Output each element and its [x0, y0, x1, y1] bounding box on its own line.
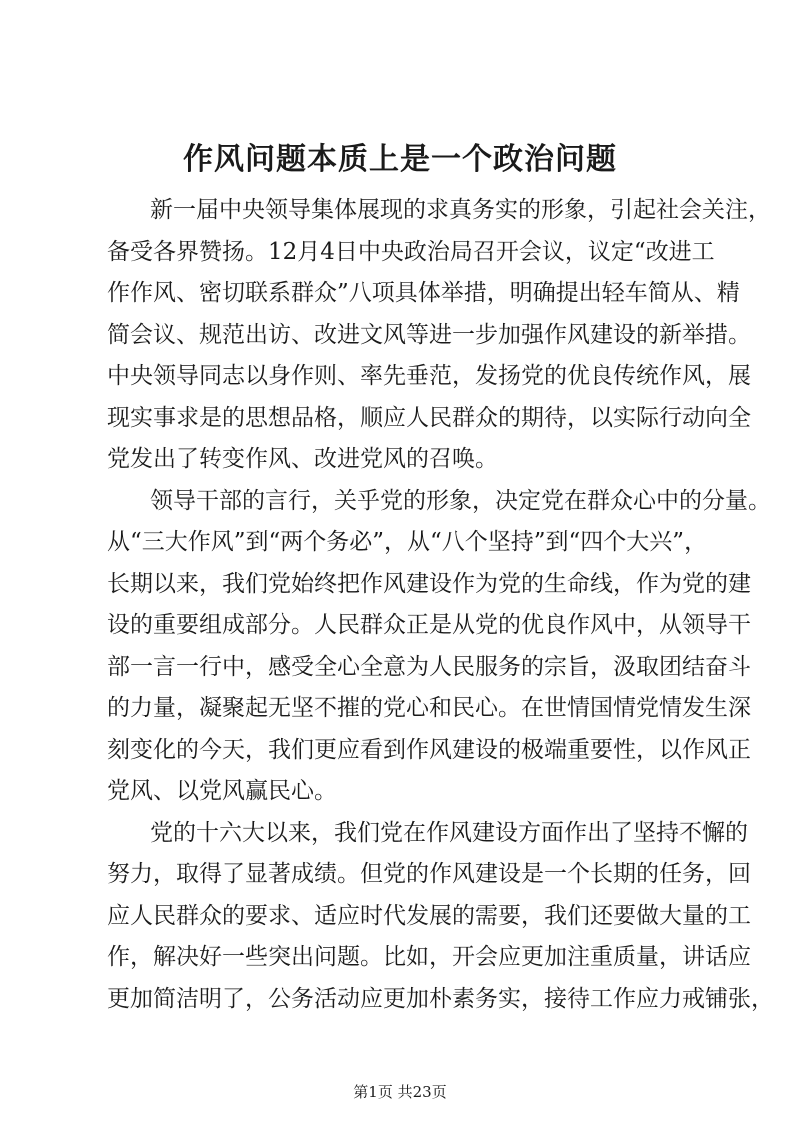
page-number-footer: 第1页 共23页	[353, 1083, 447, 1101]
paragraph-line: 作，解决好一些突出问题。比如，开会应更加注重质量，讲话应	[107, 944, 751, 970]
paragraph-line: 的力量，凝聚起无坚不摧的党心和民心。在世情国情党情发生深	[107, 695, 751, 721]
paragraph-line: 长期以来，我们党始终把作风建设作为党的生命线，作为党的建	[107, 571, 751, 597]
paragraph-line: 党的十六大以来，我们党在作风建设方面作出了坚持不懈的	[150, 820, 748, 846]
paragraph-line: 作作风、密切联系群众”八项具体举措，明确提出轻车简从、精	[107, 280, 740, 306]
paragraph-line: 中央领导同志以身作则、率先垂范，发扬党的优良传统作风，展	[107, 363, 751, 389]
paragraph-line: 党发出了转变作风、改进党风的召唤。	[107, 446, 498, 472]
paragraph-line: 领导干部的言行，关乎党的形象，决定党在群众心中的分量。	[150, 488, 771, 514]
paragraph-line: 党风、以党风赢民心。	[107, 778, 337, 804]
paragraph-line: 备受各界赞扬。12月4日中央政治局召开会议，议定“改进工	[107, 239, 715, 265]
paragraph-line: 刻变化的今天，我们更应看到作风建设的极端重要性，以作风正	[107, 737, 751, 763]
paragraph-line: 努力，取得了显著成绩。但党的作风建设是一个长期的任务，回	[107, 861, 751, 887]
paragraph-line: 应人民群众的要求、适应时代发展的需要，我们还要做大量的工	[107, 903, 751, 929]
paragraph-line: 现实事求是的思想品格，顺应人民群众的期待，以实际行动向全	[107, 405, 751, 431]
paragraph-line: 新一届中央领导集体展现的求真务实的形象，引起社会关注，	[150, 197, 771, 223]
paragraph-line: 简会议、规范出访、改进文风等进一步加强作风建设的新举措。	[107, 322, 751, 348]
page-title: 作风问题本质上是一个政治问题	[183, 142, 617, 177]
paragraph-line: 设的重要组成部分。人民群众正是从党的优良作风中，从领导干	[107, 612, 751, 638]
paragraph-line: 部一言一行中，感受全心全意为人民服务的宗旨，汲取团结奋斗	[107, 654, 751, 680]
paragraph-line: 从“三大作风”到“两个务必”，从“八个坚持”到“四个大兴”，	[107, 529, 708, 555]
paragraph-line: 更加简洁明了，公务活动应更加朴素务实，接待工作应力戒铺张，	[107, 986, 774, 1012]
